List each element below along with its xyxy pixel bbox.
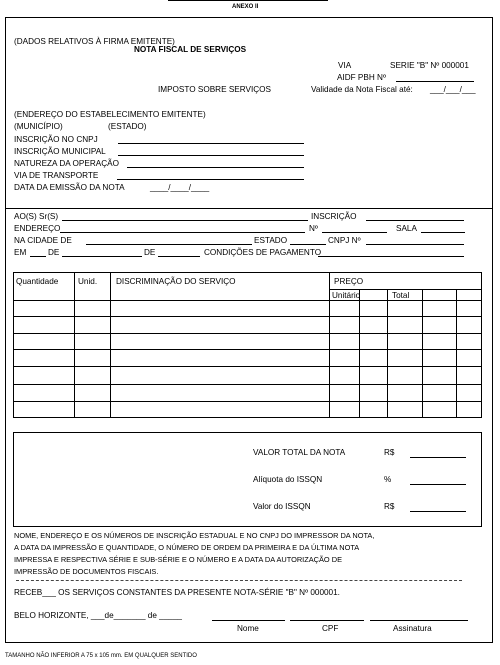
totals-box [13, 432, 482, 527]
de2-label: DE [144, 248, 156, 257]
data-emissao-label: DATA DA EMISSÃO DA NOTA [14, 183, 125, 192]
aliquota-field[interactable] [410, 484, 466, 485]
col-unid: Unid. [78, 277, 98, 286]
cidade-field[interactable] [86, 244, 252, 245]
via-transporte-field[interactable] [117, 179, 304, 180]
printer-note-line4: IMPRESSÃO DE DOCUMENTOS FISCAIS. [14, 567, 159, 576]
valor-total-unit: R$ [384, 448, 395, 457]
cnpj-rec-label: CNPJ Nº [328, 236, 361, 245]
via-label: VIA [338, 61, 352, 70]
serie-label: SERIE "B" Nº 000001 [390, 61, 469, 70]
inscricao-label: INSCRIÇÃO [311, 212, 357, 221]
estado-label: (ESTADO) [108, 122, 147, 131]
doc-title: NOTA FISCAL DE SERVIÇOS [134, 45, 247, 54]
top-rule [168, 0, 328, 1]
estado-rec-label: ESTADO [254, 236, 288, 245]
via-transporte-label: VIA DE TRANSPORTE [14, 171, 99, 180]
valor-issqn-unit: R$ [384, 502, 395, 511]
aidf-label: AIDF PBH Nº [337, 73, 386, 82]
estado-rec-field[interactable] [290, 244, 326, 245]
em-day-field[interactable] [30, 256, 46, 257]
col-preco: PREÇO [334, 277, 364, 286]
printer-note-line3: IMPRESSA E RESPECTIVA SÉRIE E SUB-SÉRIE E O NÚMERO E A DATA DA AUTORIZAÇÃO DE [14, 555, 343, 564]
cut-line [16, 580, 462, 581]
header-divider [5, 208, 493, 209]
validity-label: Validade da Nota Fiscal até: [311, 85, 413, 94]
condicoes-label: CONDIÇÕES DE PAGAMENTO [204, 248, 322, 257]
municipal-field[interactable] [118, 155, 304, 156]
cnpj-label: INSCRIÇÃO NO CNPJ [14, 135, 98, 144]
col-discriminacao: DISCRIMINAÇÃO DO SERVIÇO [116, 277, 236, 286]
aliquota-label: Alíquota do ISSQN [253, 475, 323, 484]
tax-label: IMPOSTO SOBRE SERVIÇOS [158, 85, 271, 94]
cnpj-field[interactable] [118, 143, 304, 144]
aidf-field[interactable] [396, 81, 474, 82]
receipt-city-date[interactable]: BELO HORIZONTE, ___de_______ de _____ [14, 611, 182, 620]
endereco-field[interactable] [60, 232, 305, 233]
sala-label: SALA [396, 224, 417, 233]
nome-field[interactable] [212, 620, 285, 621]
footer-note: TAMANHO NÃO INFERIOR A 75 x 105 mm. EM QUALQUER SENTIDO [5, 653, 197, 659]
cidade-label: NA CIDADE DE [14, 236, 72, 245]
cnpj-rec-field[interactable] [366, 244, 464, 245]
assinatura-field[interactable] [370, 620, 468, 621]
printer-note-line1: NOME, ENDEREÇO E OS NÚMEROS DE INSCRIÇÃO ESTADUAL E NO CNPJ DO IMPRESSOR DA NOTA, [14, 531, 375, 540]
natureza-field[interactable] [127, 167, 304, 168]
endereco-label: ENDEREÇO [14, 224, 61, 233]
sala-field[interactable] [421, 232, 465, 233]
numero-field[interactable] [322, 232, 387, 233]
valor-issqn-field[interactable] [410, 511, 466, 512]
condicoes-field[interactable] [318, 256, 464, 257]
col-quantidade: Quantidade [16, 277, 59, 286]
numero-label: Nº [309, 224, 318, 233]
em-year-field[interactable] [158, 256, 200, 257]
receipt-text: RECEB___ OS SERVIÇOS CONSTANTES DA PRESENTE NOTA-SÉRIE "B" Nº 000001. [14, 588, 340, 597]
aos-field[interactable] [62, 220, 308, 221]
municipal-label: INSCRIÇÃO MUNICIPAL [14, 147, 106, 156]
municipio-label: (MUNICÍPIO) [14, 122, 63, 131]
annex-title: ANEXO II [232, 4, 259, 10]
cpf-label: CPF [322, 624, 339, 633]
data-emissao-field[interactable]: ____/____/____ [150, 183, 210, 192]
emitter-data-label: (DADOS RELATIVOS À FIRMA EMITENTE) [14, 37, 175, 46]
address-label: (ENDEREÇO DO ESTABELECIMENTO EMITENTE) [14, 110, 206, 119]
valor-issqn-label: Valor do ISSQN [253, 502, 311, 511]
printer-note-line2: A DATA DA IMPRESSÃO E QUANTIDADE, O NÚMERO DE ORDEM DA PRIMEIRA E DA ÚLTIMA NOTA [14, 543, 360, 552]
natureza-label: NATUREZA DA OPERAÇÃO [14, 159, 119, 168]
service-table [13, 272, 482, 418]
em-label: EM [14, 248, 27, 257]
de1-label: DE [48, 248, 60, 257]
nome-label: Nome [237, 624, 259, 633]
valor-total-field[interactable] [410, 457, 466, 458]
col-unitario: Unitário [332, 291, 361, 300]
validity-field[interactable]: ___/___/___ [430, 85, 476, 94]
col-total: Total [392, 291, 410, 300]
valor-total-label: VALOR TOTAL DA NOTA [253, 448, 346, 457]
aliquota-unit: % [384, 475, 392, 484]
aos-label: AO(S) Sr(S) [14, 212, 59, 221]
cpf-field[interactable] [290, 620, 364, 621]
assinatura-label: Assinatura [393, 624, 432, 633]
inscricao-field[interactable] [366, 220, 464, 221]
em-month-field[interactable] [62, 256, 142, 257]
